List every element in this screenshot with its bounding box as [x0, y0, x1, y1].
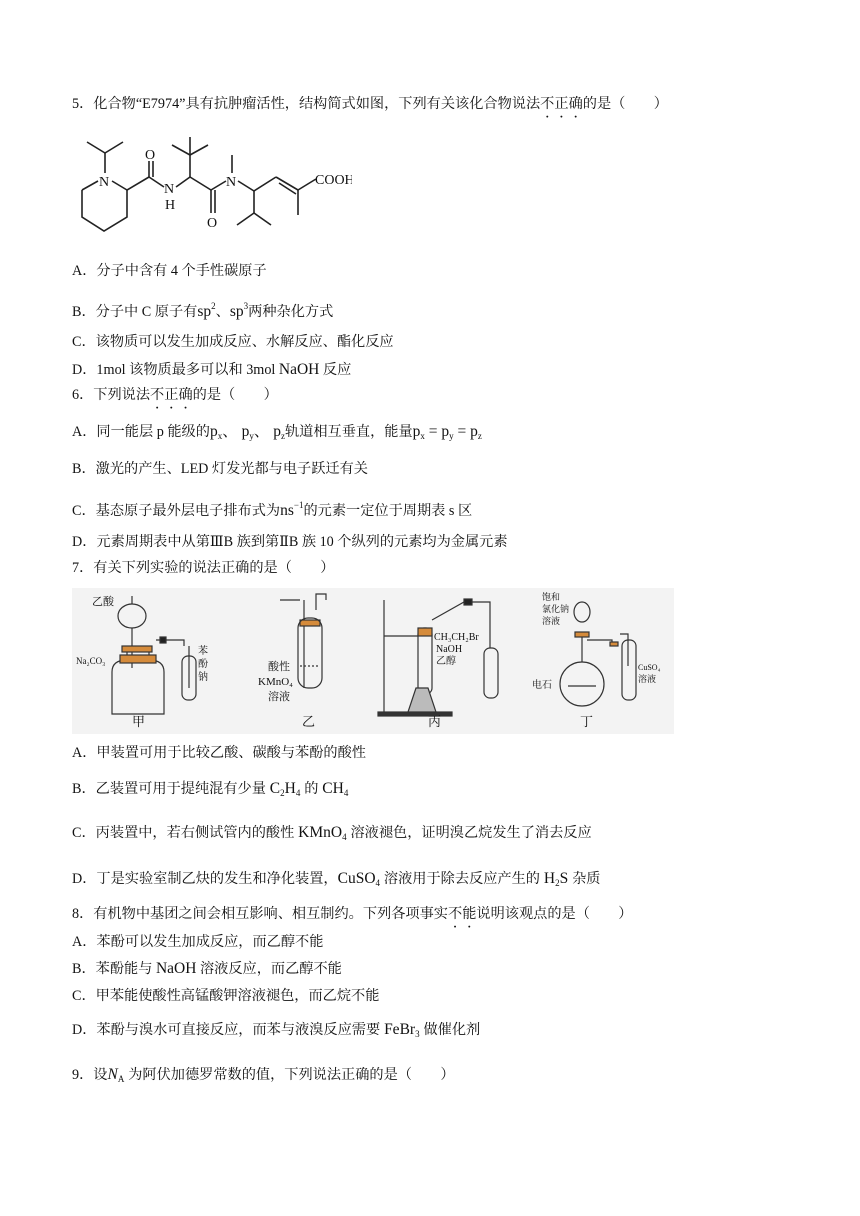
q6-option-c: C．基态原子最外层电子排布式为$ns^{-1}$的元素一定位于周期表 s 区 [72, 500, 473, 519]
q7-option-d: D．丁是实验室制乙炔的发生和净化装置，CuSO$_4$ 溶液用于除去反应产生的 $H_2S$ 杂质 [72, 870, 601, 888]
label-phenolate-2: 酚 [198, 659, 208, 670]
q7-apparatus-figure [72, 588, 674, 739]
label-kmno4: KMnO₄ [258, 676, 294, 688]
label-phenolate-1: 苯 [198, 646, 208, 657]
q9-stem: 9．设$N_A$ 为阿伏加德罗常数的值，下列说法正确的是（ ） [72, 1066, 455, 1084]
q6-option-d: D．元素周期表中从第ⅢB 族到第ⅡB 族 10 个纵列的元素均为金属元素 [72, 534, 508, 550]
label-ethanol: 乙醇 [436, 656, 456, 667]
struct-cooh: COOH [315, 173, 352, 188]
apparatus-diagram [72, 588, 674, 734]
q6-option-b: B．激光的产生、LED 灯发光都与电子跃迁有关 [72, 461, 368, 477]
label-ding: 丁 [580, 714, 594, 729]
struct-o1: O [145, 148, 156, 163]
q8-option-a: A．苯酚可以发生加成反应，而乙醇不能 [72, 934, 324, 950]
label-carbide: 电石 [532, 680, 552, 691]
emphasis-char: 确 [568, 96, 583, 112]
label-brine-1: 饱和 [542, 592, 561, 602]
q8-option-c: C．甲苯能使酸性高锰酸钾溶液褪色，而乙烷不能 [72, 988, 380, 1004]
q6-option-a: A．同一能层 p 能级的$p_x$、 $p_y$、 $p_z$轨道相互垂直，能量$p_x = p_y = p_z$ [72, 423, 482, 441]
label-cuso4: CuSO₄ [638, 663, 661, 672]
label-phenolate-3: 钠 [198, 672, 208, 683]
emphasis-char: 不 [447, 906, 463, 922]
label-naoh: NaOH [436, 644, 463, 655]
struct-h: H [165, 198, 176, 213]
emphasis-char: 不 [540, 96, 555, 112]
emphasis-char: 能 [462, 906, 477, 922]
struct-o2: O [207, 216, 218, 231]
q5-option-d: D．1mol 该物质最多可以和 3mol NaOH 反应 [72, 361, 352, 378]
emphasis-char: 确 [178, 387, 193, 403]
q7-option-b: B．乙装置可用于提纯混有少量 $C_2H_4$ 的 $CH_4$ [72, 780, 349, 798]
structure-diagram [72, 135, 352, 250]
q5-option-c: C．该物质可以发生加成反应、水解反应、酯化反应 [72, 334, 394, 350]
q5-option-b: B．分子中 C 原子有$sp^2$、$sp^3$两种杂化方式 [72, 301, 334, 320]
q5-structure-figure [72, 135, 352, 255]
struct-n3: N [226, 175, 237, 190]
emphasis-char: 正 [164, 387, 179, 403]
emphasis-char: 不 [150, 387, 165, 403]
q5-option-a: A．分子中含有 4 个手性碳原子 [72, 263, 267, 279]
label-ch3ch2br: CH₃CH₂Br [434, 632, 479, 643]
emphasis-char: 正 [554, 96, 569, 112]
label-brine-3: 溶液 [542, 616, 561, 626]
q7-option-a: A．甲装置可用于比较乙酸、碳酸与苯酚的酸性 [72, 745, 366, 761]
label-yi: 乙 [302, 714, 316, 729]
label-jia: 甲 [132, 714, 146, 729]
struct-n1: N [99, 175, 110, 190]
q7-stem: 7．有关下列实验的说法正确的是（ ） [72, 560, 335, 576]
label-brine-2: 氯化钠 [542, 604, 570, 614]
q6-stem: 6．下列说法不正确的是（ ） [72, 387, 278, 403]
struct-n2: N [164, 182, 175, 197]
label-bing: 丙 [428, 714, 442, 729]
label-solution-2: 溶液 [638, 674, 657, 684]
q8-stem: 8．有机物中基团之间会相互影响、相互制约。下列各项事实不能说明该观点的是（ ） [72, 906, 633, 922]
label-na2co3: Na₂CO₃ [76, 656, 106, 666]
label-acidic: 酸性 [268, 661, 290, 673]
q8-option-b: B．苯酚能与 NaOH 溶液反应，而乙醇不能 [72, 960, 342, 977]
label-acetic-acid: 乙酸 [92, 596, 114, 608]
q5-stem: 5．化合物“E7974”具有抗肿瘤活性，结构简式如图，下列有关该化合物说法不正确的是（ ） [72, 96, 668, 112]
label-solution-1: 溶液 [268, 691, 290, 703]
q8-option-d: D．苯酚与溴水可直接反应，而苯与液溴反应需要 FeBr$_3$ 做催化剂 [72, 1021, 481, 1039]
q7-option-c: C．丙装置中，若右侧试管内的酸性 KMnO$_4$ 溶液褪色，证明溴乙烷发生了消去反应 [72, 824, 592, 842]
